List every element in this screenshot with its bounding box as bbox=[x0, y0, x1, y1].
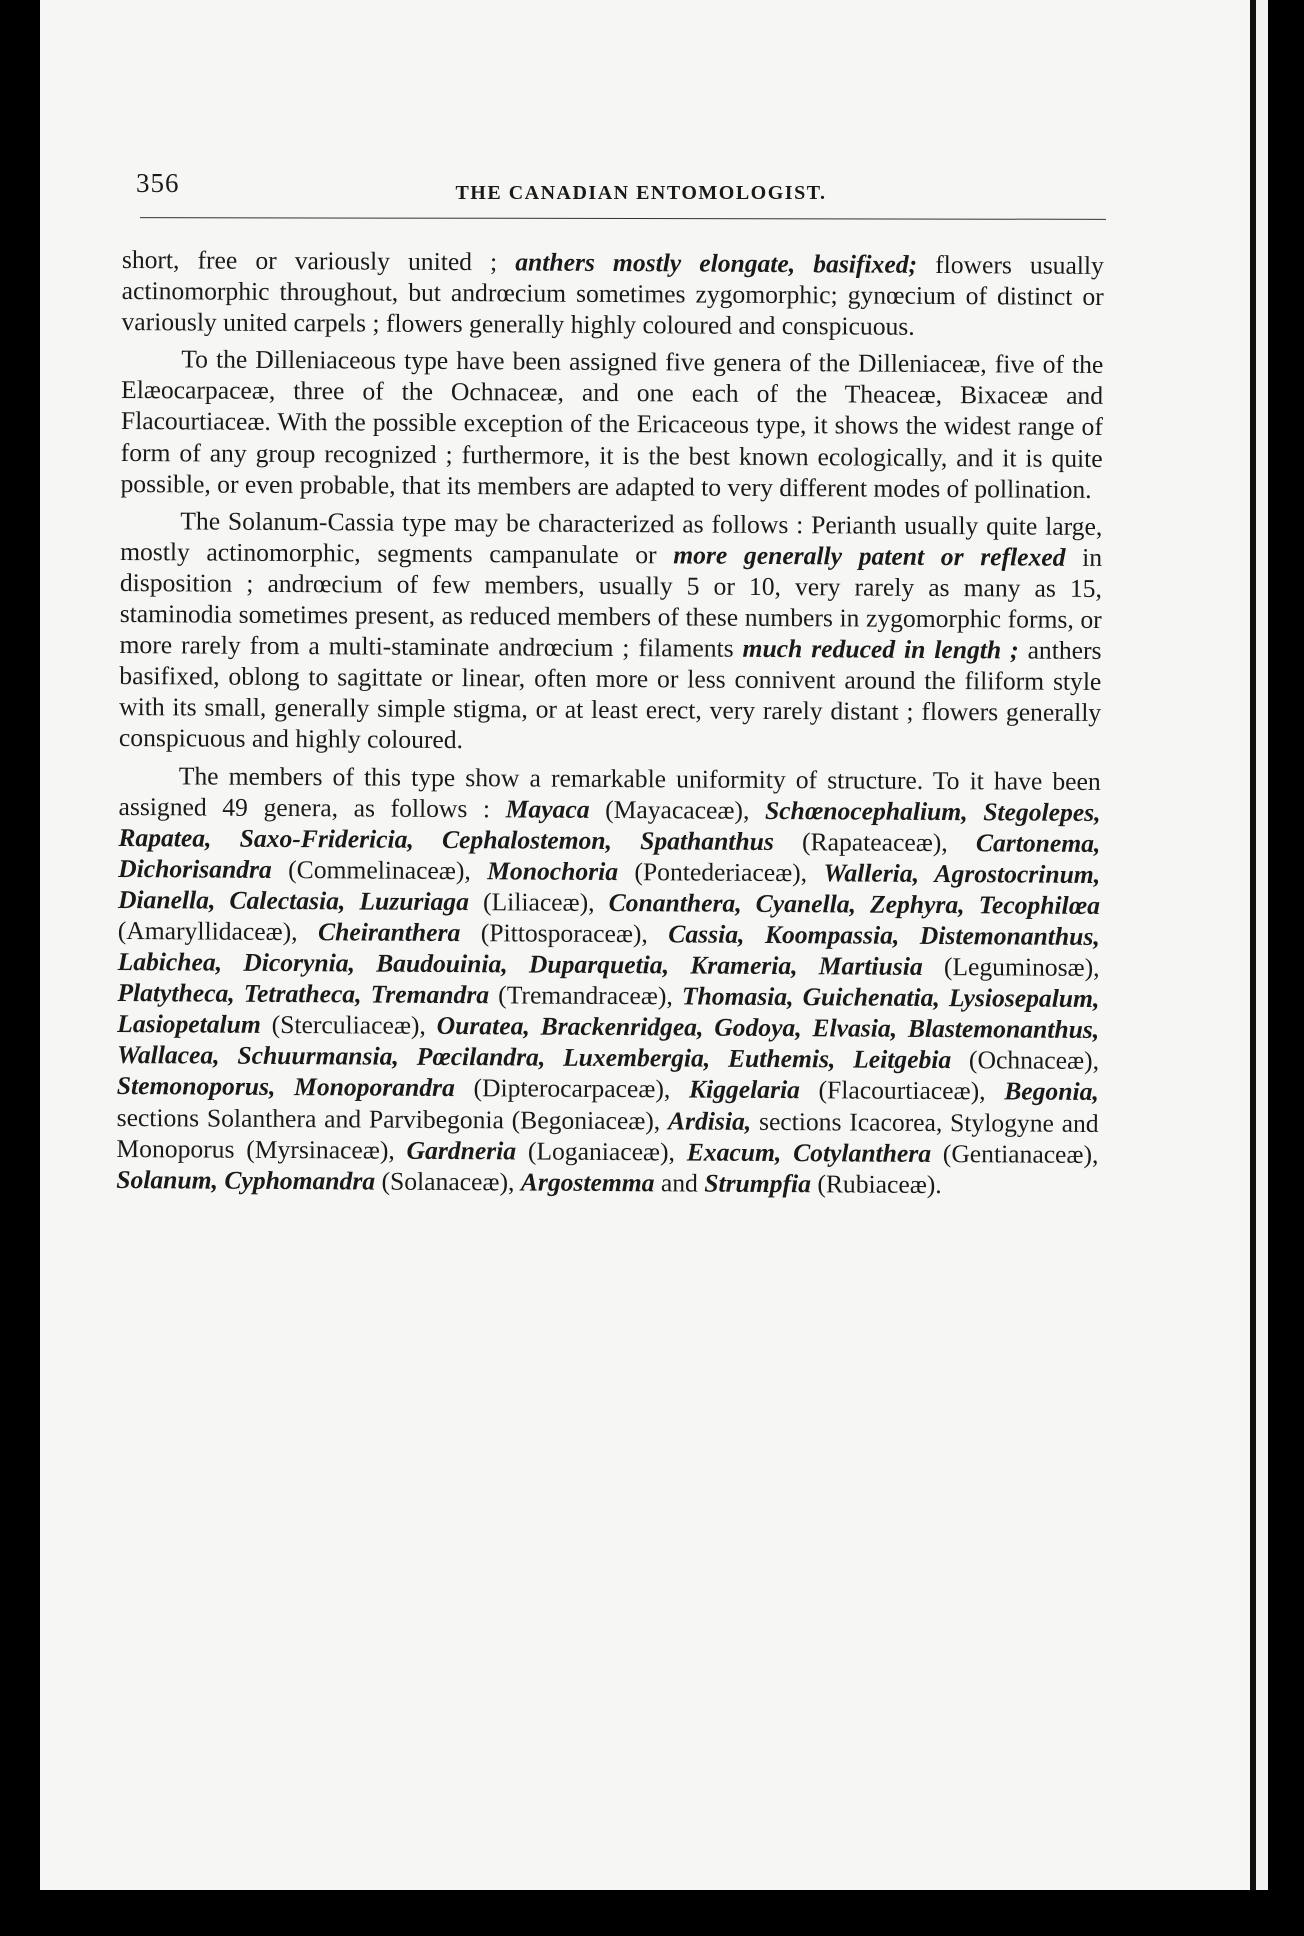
text-run: anthers basifixed, oblong to sagittate or linear, often more or less connivent around the filiform style with its small, generally simple stigma, or at least erect, very rarely distant ; flowers generally conspicuous and highly coloured. bbox=[118, 635, 1102, 755]
text-run: sections Solanthera and Parvibegonia (Begoniaceæ), bbox=[116, 1102, 669, 1135]
italic-run: more generally patent or reflexed bbox=[673, 540, 1066, 572]
body-text bbox=[116, 244, 1104, 1201]
text-run: flowers usually actinomorphic throughout, but andrœcium sometimes zygomorphic; gynœcium of distinct or variously united carpels ; flowers generally highly coloured and conspicuous. bbox=[121, 249, 1104, 342]
text-run: (Flacourtiaceæ), bbox=[799, 1075, 1005, 1106]
text-run: The members of this type show a remarkable uniformity of structure. To it have been assigned 49 genera, as follows : bbox=[118, 760, 1101, 823]
text-run: (Rubiaceæ). bbox=[810, 1168, 942, 1199]
italic-run: Strumpfia bbox=[704, 1168, 812, 1198]
text-run: (Pontederiaceæ), bbox=[617, 856, 824, 888]
text-run: (Rapateaceæ), bbox=[773, 826, 977, 857]
page-number: 356 bbox=[136, 168, 180, 198]
italic-run: Mayaca bbox=[505, 793, 590, 824]
scan-edge-right-gap bbox=[1256, 0, 1268, 1936]
text-run: short, free or variously united ; bbox=[121, 244, 516, 277]
text-run: (Liliaceæ), bbox=[468, 887, 609, 917]
italic-run: Ardisia, bbox=[667, 1105, 752, 1136]
text-run: The Solanum-Cassia type may be characterized as follows : Perianth usually quite large, mostly actinomorphic, segments campanulate or bbox=[120, 506, 1103, 570]
text-run: (Sterculiaceæ), bbox=[260, 1010, 437, 1041]
italic-run: Argostemma bbox=[520, 1167, 655, 1197]
text-run: (Commelinaceæ), bbox=[271, 854, 488, 886]
text-run: (Leguminosæ), bbox=[922, 951, 1100, 983]
italic-run: Cheiranthera bbox=[318, 917, 461, 948]
scan-edge-left bbox=[0, 0, 40, 1936]
italic-run: Gardneria bbox=[406, 1135, 517, 1166]
scan-edge-bottom bbox=[0, 1890, 1304, 1936]
text-run: (Pittosporaceæ), bbox=[460, 918, 669, 949]
text-run: sections Icacorea, Stylogyne and Monoporus (Myrsinaceæ), bbox=[116, 1106, 1099, 1165]
italic-run: Cassia, Koompassia, Distemonanthus, Labichea, Dicorynia, Baudouinia, Duparquetia, Krameria, Martiusia bbox=[117, 919, 1100, 981]
italic-run: Platytheca, Tetratheca, Tremandra bbox=[117, 978, 490, 1010]
text-run: (Ochnaceæ), bbox=[951, 1045, 1100, 1076]
paragraph bbox=[116, 759, 1101, 1200]
text-run: (Solanaceæ), bbox=[375, 1166, 521, 1197]
text-run: in disposition ; andrœcium of few members, usually 5 or 10, very rarely as many as 15, staminodia sometimes present, as reduced members of these numbers in zygomorphic forms, or more rarely from a multi-staminate andrœcium ; filaments bbox=[119, 542, 1103, 663]
text-run: (Gentianaceæ), bbox=[930, 1138, 1099, 1169]
italic-run: Cartonema, Dichorisandra bbox=[118, 827, 1101, 884]
italic-run: Thomasia, Guichenatia, Lysiosepalum, Lasiopetalum bbox=[117, 981, 1100, 1040]
paragraph bbox=[119, 505, 1103, 760]
scan-edge-right bbox=[1268, 0, 1304, 1936]
italic-run: much reduced in length ; bbox=[742, 633, 1019, 665]
italic-run: Solanum, Cyphomandra bbox=[116, 1164, 376, 1196]
italic-run: Stemonoporus, Monoporandra bbox=[116, 1071, 455, 1103]
text-run: (Mayacaceæ), bbox=[589, 794, 766, 825]
text-run: To the Dilleniaceous type have been assigned five genera of the Dilleniaceæ, five of the Elæocarpaceæ, three of the Ochnaceæ, and one each of the Theaceæ, Bixaceæ and Flacourtiaceæ. With the possible exception of the Ericaceous type, it shows the widest range of form of any group recognized ; furthermore, it is the best known ecologically, and it is quite possible, or even probable, that its members are adapted to very different modes of pollination. bbox=[120, 344, 1104, 504]
text-run: and bbox=[654, 1167, 705, 1198]
text-run: (Loganiaceæ), bbox=[516, 1136, 687, 1167]
italic-run: Ouratea, Brackenridgea, Godoya, Elvasia, Blastemonanthus, Wallacea, Schuurmansia, Pœcilandra, Luxembergia, Euthemis, Leitgebia bbox=[116, 1011, 1100, 1075]
running-title: THE CANADIAN ENTOMOLOGIST. bbox=[455, 182, 827, 204]
text-run: (Tremandraceæ), bbox=[489, 980, 682, 1011]
italic-run: Walleria, Agrostocrinum, Dianella, Calectasia, Luzuriaga bbox=[117, 858, 1101, 917]
italic-run: Exacum, Cotylanthera bbox=[686, 1137, 932, 1168]
italic-run: anthers mostly elongate, basifixed; bbox=[515, 247, 918, 279]
italic-run: Begonia, bbox=[1004, 1076, 1099, 1107]
italic-run: Monochoria bbox=[487, 856, 619, 886]
text-run: (Amaryllidaceæ), bbox=[117, 915, 319, 947]
paragraph bbox=[120, 343, 1103, 504]
italic-run: Kiggelaria bbox=[688, 1074, 800, 1105]
text-run: (Dipterocarpaceæ), bbox=[454, 1073, 690, 1104]
running-header bbox=[136, 168, 1106, 218]
italic-run: Conanthera, Cyanella, Zephyra, Tecophilœa bbox=[608, 887, 1101, 920]
paragraph bbox=[121, 244, 1104, 343]
italic-run: Schœnocephalium, Stegolepes, Rapatea, Saxo-Fridericia, Cephalostemon, Spathanthus bbox=[118, 795, 1101, 856]
